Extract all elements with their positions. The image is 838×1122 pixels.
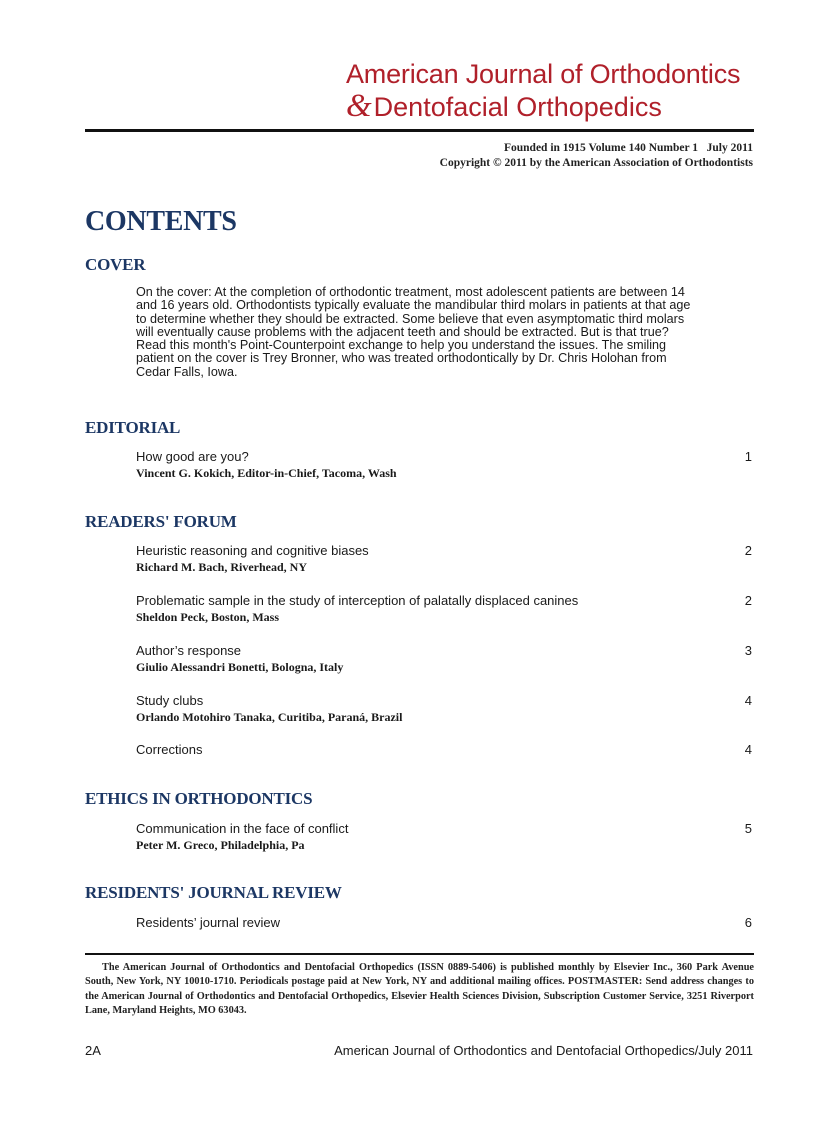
page-title: CONTENTS: [85, 206, 237, 237]
entry-title[interactable]: Author’s response: [136, 643, 242, 658]
publication-note: The American Journal of Orthodontics and Dentofacial Orthopedics (ISSN 0889-5406) is published monthly by Elsevier Inc., 360 Park Avenue South, New York, NY 10010-1710. Periodicals postage paid at New York, NY and additional mailing offices. POSTMASTER: Send address changes to the American Journal of Orthodontics and Dentofacial Orthopedics, Elsevier Health Sciences Division, Subscription Customer Service, 3251 Riverport Lane, Maryland Heights, MO 63043.: [85, 962, 754, 1017]
toc-entry[interactable]: [136, 693, 754, 725]
entry-author: Peter M. Greco, Philadelphia, Pa: [136, 838, 305, 852]
section-heading-residents: RESIDENTS' JOURNAL REVIEW: [85, 883, 342, 902]
entry-page-number: 4: [744, 742, 752, 757]
journal-title-line1: American Journal of Orthodontics: [346, 59, 741, 89]
cover-description: On the cover: At the completion of orthodontic treatment, most adolescent patients are between 14 and 16 years old. Orthodontists typically evaluate the mandibular third molars in patients at that age to determine whether they should be extracted. Some believe that even asymptomatic third molars will eventually cause problems with the adjacent teeth and should be extracted. But is that true? Read this month's Point-Counterpoint exchange to help you understand the issues. The smiling patient on the cover is Trey Bronner, who was treated orthodontically by Dr. Chris Holohan from Cedar Falls, Iowa.: [136, 285, 691, 379]
footer-page-number: 2A: [85, 1043, 101, 1058]
ampersand: &: [346, 88, 372, 124]
entry-page-number: 6: [744, 915, 752, 930]
section-heading-ethics: ETHICS IN ORTHODONTICS: [85, 789, 313, 808]
entry-page-number: 3: [744, 643, 752, 658]
entry-author: Giulio Alessandri Bonetti, Bologna, Italy: [136, 660, 344, 674]
section-heading-readers-forum: READERS' FORUM: [85, 512, 237, 531]
toc-entry[interactable]: [136, 915, 754, 931]
footer-journal-issue: American Journal of Orthodontics and Dentofacial Orthopedics/July 2011: [334, 1043, 753, 1058]
journal-title-line2: [346, 90, 766, 123]
toc-entry[interactable]: [136, 742, 754, 758]
bottom-rule: [85, 953, 754, 955]
entry-title[interactable]: Communication in the face of conflict: [136, 821, 349, 836]
toc-entry[interactable]: [136, 821, 754, 853]
entry-page-number: 5: [744, 821, 752, 836]
section-heading-cover: COVER: [85, 255, 146, 274]
entry-author: Orlando Motohiro Tanaka, Curitiba, Paraná, Brazil: [136, 710, 403, 724]
entry-page-number: 4: [744, 693, 752, 708]
entry-author: Richard M. Bach, Riverhead, NY: [136, 560, 307, 574]
issue-line: Founded in 1915 Volume 140 Number 1 July 2011: [503, 142, 753, 154]
journal-title-line2-text: Dentofacial Orthopedics: [373, 92, 662, 122]
entry-page-number: 2: [744, 543, 752, 558]
entry-page-number: 2: [744, 593, 752, 608]
entry-title[interactable]: Study clubs: [136, 693, 204, 708]
toc-entry[interactable]: [136, 593, 754, 625]
entry-page-number: 1: [744, 449, 752, 464]
issue-info: [440, 141, 753, 171]
entry-title[interactable]: Corrections: [136, 742, 203, 757]
toc-entry[interactable]: [136, 543, 754, 575]
copyright-line: Copyright © 2011 by the American Association of Orthodontists: [439, 157, 753, 169]
entry-title[interactable]: Problematic sample in the study of interception of palatally displaced canines: [136, 593, 579, 608]
toc-entry[interactable]: [136, 643, 754, 675]
entry-author: Sheldon Peck, Boston, Mass: [136, 610, 280, 624]
entry-author: Vincent G. Kokich, Editor-in-Chief, Tacoma, Wash: [136, 466, 397, 480]
entry-title[interactable]: Heuristic reasoning and cognitive biases: [136, 543, 369, 558]
section-heading-editorial: EDITORIAL: [85, 418, 181, 437]
journal-masthead: [346, 58, 766, 123]
top-rule: [85, 129, 754, 132]
toc-entry[interactable]: [136, 449, 754, 481]
entry-title[interactable]: How good are you?: [136, 449, 249, 464]
entry-title[interactable]: Residents’ journal review: [136, 915, 281, 930]
